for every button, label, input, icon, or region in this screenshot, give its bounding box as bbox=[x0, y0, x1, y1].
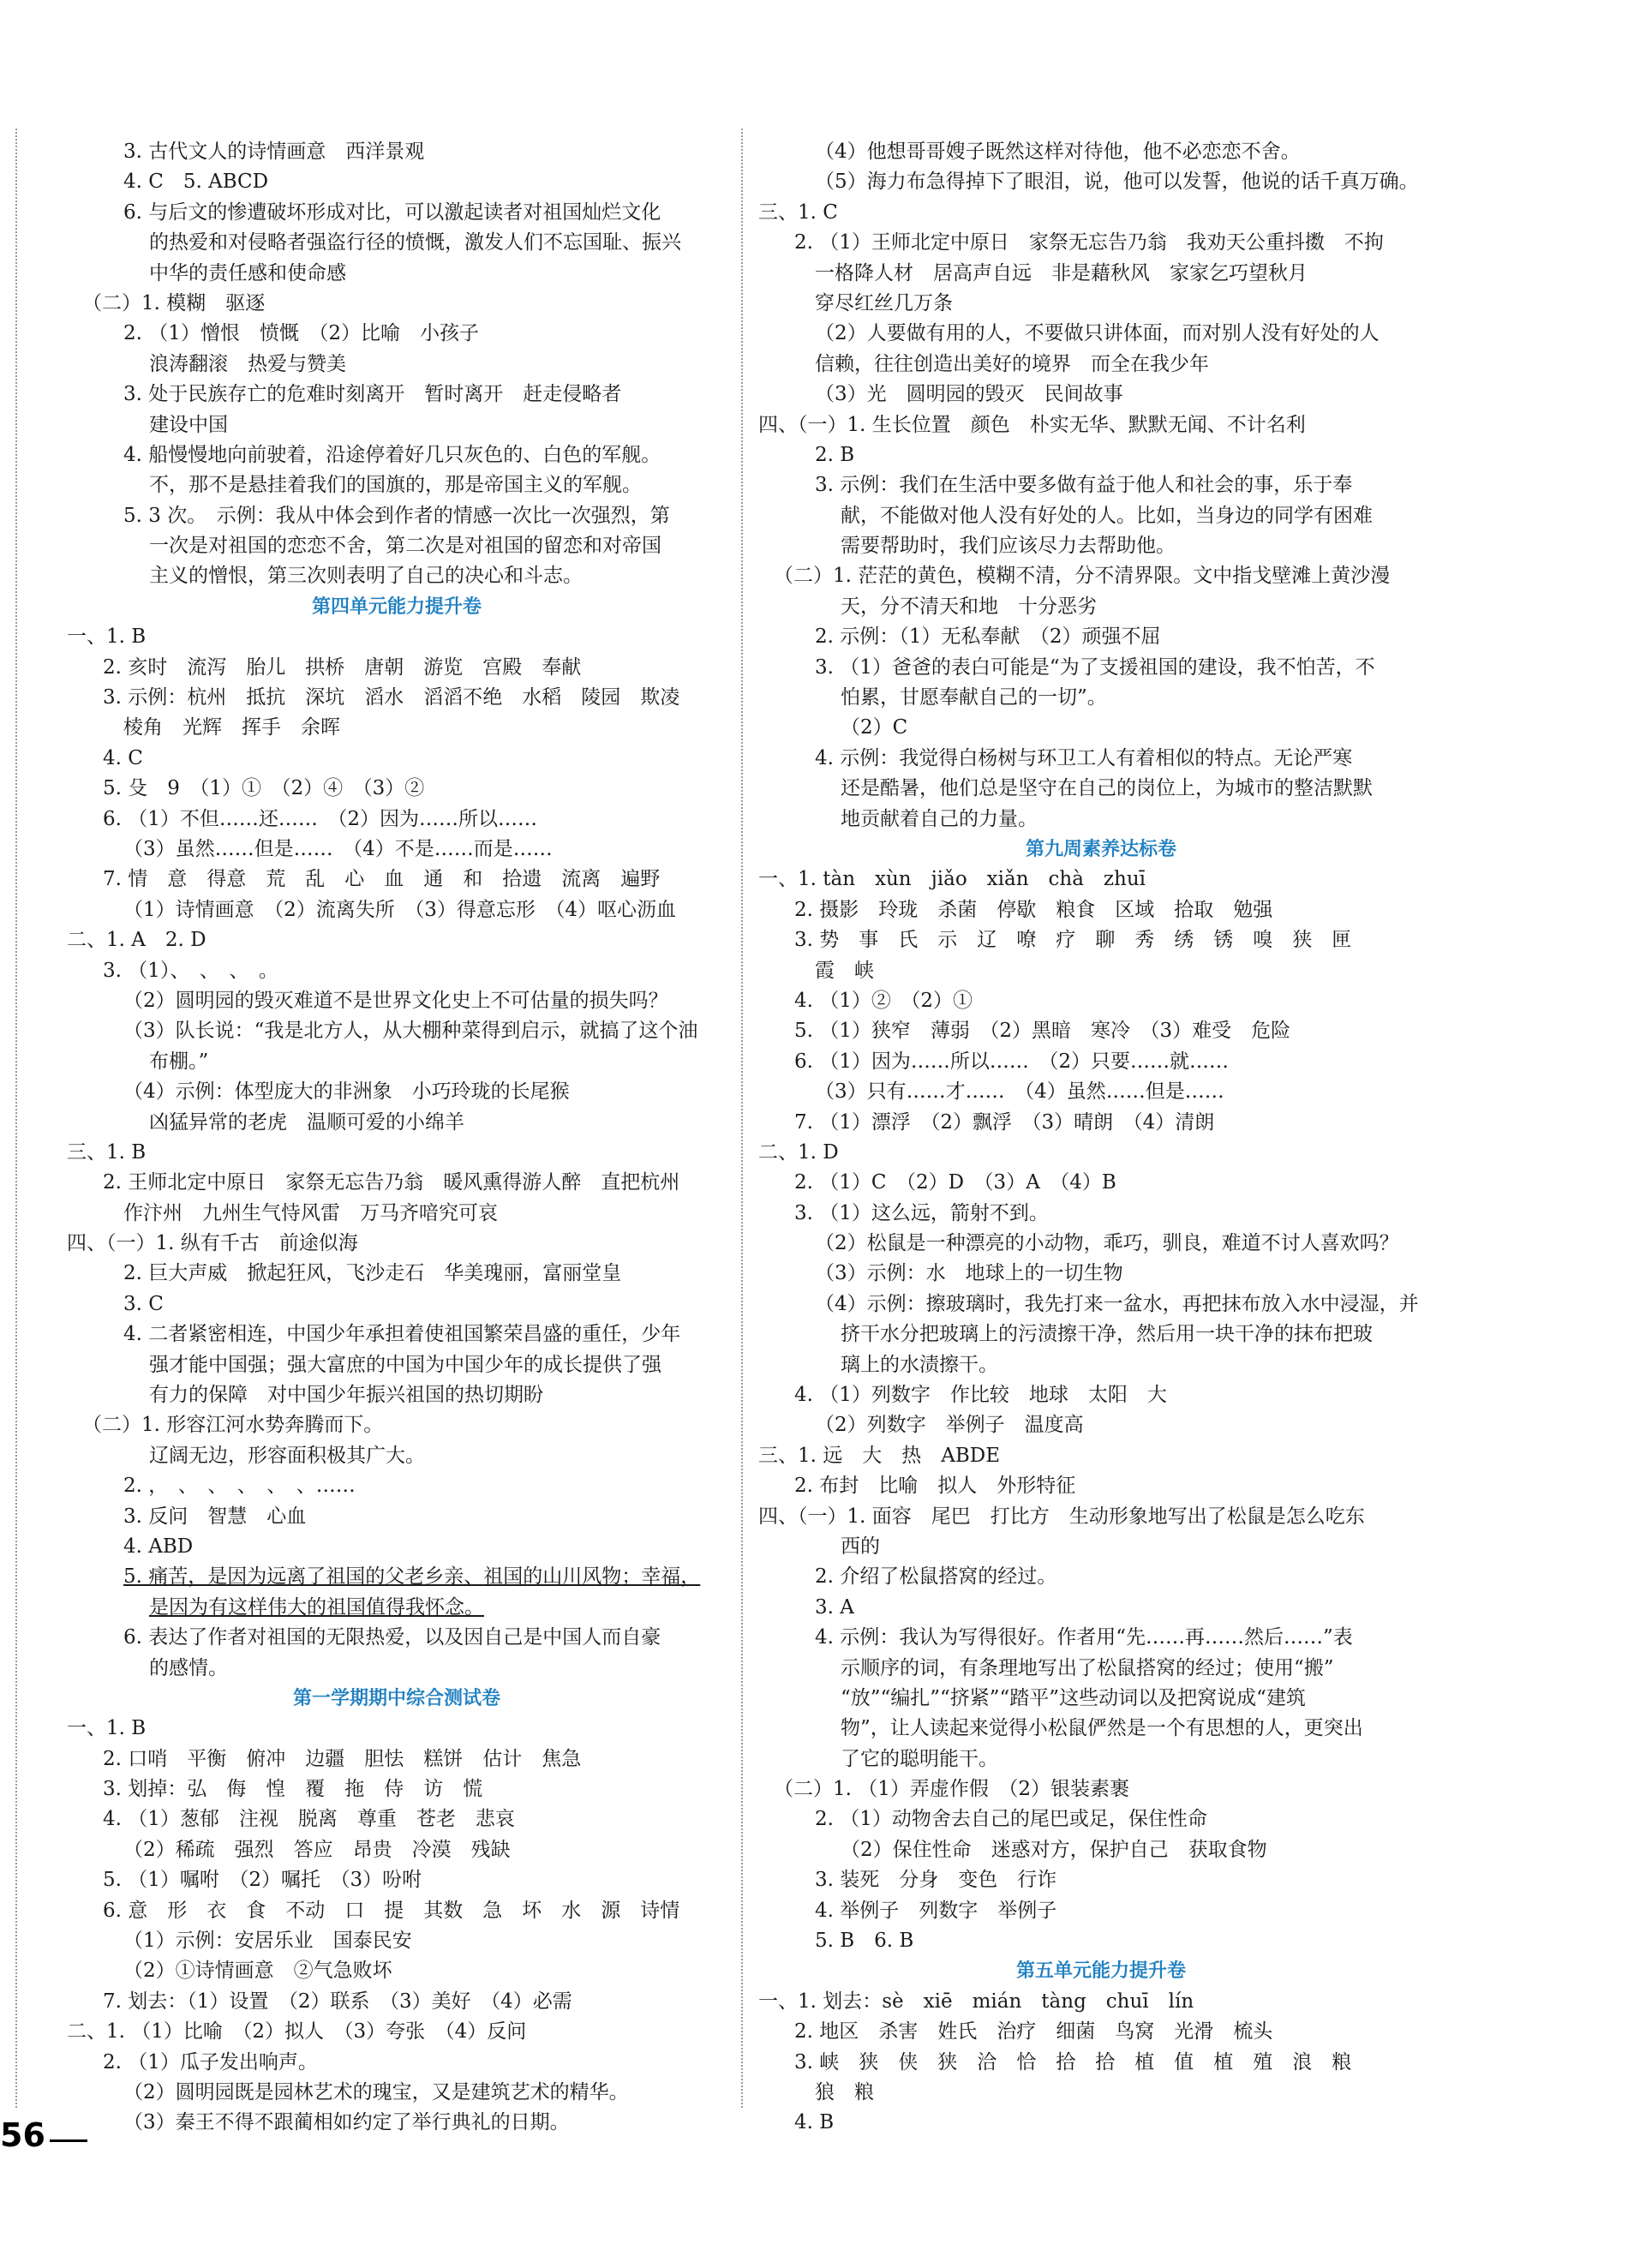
answer-line bbox=[758, 1320, 1444, 1349]
answer-line bbox=[67, 683, 727, 713]
answer-line bbox=[67, 895, 727, 925]
answer-text: 3. C bbox=[123, 1292, 164, 1315]
answer-text: 怕累，甘愿奉献自己的一切”。 bbox=[841, 686, 1107, 709]
answer-text: 一次是对祖国的恋恋不舍，第二次是对祖国的留恋和对帝国 bbox=[149, 535, 661, 558]
answer-text: 三、1. B bbox=[67, 1140, 147, 1164]
answer-text: 2. 地区 杀害 姓氏 治疗 细菌 鸟窝 光滑 梳头 bbox=[794, 2020, 1273, 2044]
answer-text: “放”“编扎”“挤紧”“踏平”这些动词以及把窝说成“建筑 bbox=[841, 1686, 1306, 1709]
answer-text: （3）光 圆明园的毁灭 民间故事 bbox=[815, 383, 1123, 406]
answer-text: 2. 示例：（1）无私奉献 （2）顽强不屈 bbox=[815, 625, 1161, 649]
answer-text: 3. 示例：杭州 抵抗 深坑 滔水 滔滔不绝 水稻 陵园 欺凌 bbox=[103, 686, 680, 709]
answer-text: 4. 举例子 列数字 举例子 bbox=[815, 1899, 1057, 1922]
answer-text: （2）圆明园既是园林艺术的瑰宝，又是建筑艺术的精华。 bbox=[123, 2081, 629, 2103]
answer-line bbox=[758, 259, 1444, 289]
answer-line bbox=[67, 1350, 727, 1380]
answer-text: 3. 古代文人的诗情画意 西洋景观 bbox=[123, 141, 425, 163]
answer-line bbox=[67, 956, 727, 986]
answer-line bbox=[758, 1532, 1444, 1562]
answer-text: 5. 痛苦，是因为远离了祖国的父老乡亲、祖国的山川风物；幸福， bbox=[123, 1565, 701, 1589]
answer-line bbox=[67, 1835, 727, 1865]
answer-line bbox=[758, 350, 1444, 380]
answer-text: （二）1. 形容江河水势奔腾而下。 bbox=[82, 1414, 384, 1437]
answer-line bbox=[67, 805, 727, 835]
answer-line bbox=[67, 137, 727, 167]
answer-text: 四、（一）1. 面容 尾巴 打比方 生动形象地写出了松鼠是怎么吃东 bbox=[758, 1505, 1365, 1528]
answer-line bbox=[67, 1593, 727, 1623]
answer-line bbox=[67, 1410, 727, 1440]
answer-text: （4）示例：体型庞大的非洲象 小巧玲珑的长尾猴 bbox=[123, 1080, 570, 1104]
answer-text: 三、1. C bbox=[758, 200, 838, 224]
answer-text: 2. 王师北定中原日 家祭无忘告乃翁 暖风熏得游人醉 直把杭州 bbox=[103, 1171, 680, 1194]
answer-line bbox=[67, 1744, 727, 1774]
answer-line bbox=[758, 1410, 1444, 1440]
answer-text: 3. （1）爸爸的表白可能是“为了支援祖国的建设，我不怕苦，不 bbox=[815, 655, 1375, 679]
answer-text: 2. （1）C （2）D （3）A （4）B bbox=[794, 1171, 1116, 1194]
answer-line bbox=[67, 1865, 727, 1895]
answer-line bbox=[758, 198, 1444, 228]
answer-line bbox=[67, 1532, 727, 1562]
answer-line bbox=[67, 319, 727, 349]
answer-line bbox=[758, 1350, 1444, 1380]
answer-text: 2. （1）王师北定中原日 家祭无忘告乃翁 我劝天公重抖擞 不拘 bbox=[794, 231, 1384, 254]
answer-text: 7. 情 意 得意 荒 乱 心 血 通 和 拾遗 流离 遍野 bbox=[103, 868, 661, 891]
answer-text: 2. 介绍了松鼠搭窝的经过。 bbox=[815, 1565, 1057, 1589]
answer-line bbox=[758, 1108, 1444, 1138]
answer-text: 一、1. 划去：sè xiē mián tàng chuī lín bbox=[758, 1990, 1194, 2013]
answer-text: 四、（一）1. 纵有千古 前途似海 bbox=[67, 1232, 358, 1255]
answer-line bbox=[67, 1259, 727, 1289]
right-column bbox=[758, 137, 1444, 2139]
answer-text: 棱角 光辉 挥手 余晖 bbox=[123, 716, 340, 739]
answer-text: 4. （1）列数字 作比较 地球 太阳 大 bbox=[794, 1384, 1167, 1407]
answer-text: 了它的聪明能干。 bbox=[841, 1747, 998, 1770]
answer-text: 3. 反问 智慧 心血 bbox=[123, 1505, 307, 1528]
answer-line bbox=[67, 561, 727, 591]
answer-text: 信赖，往往创造出美好的境界 而全在我少年 bbox=[815, 352, 1209, 375]
answer-line bbox=[67, 1623, 727, 1653]
answer-text: 7. 划去：（1）设置 （2）联系 （3）美好 （4）必需 bbox=[103, 1990, 572, 2013]
answer-text: （二）1. 茫茫的黄色，模糊不清，分不清界限。文中指戈壁滩上黄沙漫 bbox=[774, 565, 1391, 588]
left-column bbox=[67, 137, 727, 2139]
answer-line bbox=[758, 1138, 1444, 1168]
answer-line bbox=[67, 1047, 727, 1077]
answer-text: 4. 示例：我认为写得很好。作者用“先……再……然后……”表 bbox=[815, 1626, 1353, 1649]
answer-line bbox=[67, 1077, 727, 1107]
column-divider-left bbox=[15, 129, 17, 2108]
answer-line bbox=[67, 259, 727, 289]
answer-line bbox=[758, 1168, 1444, 1198]
answer-text: 6. 与后文的惨遭破坏形成对比，可以激起读者对祖国灿烂文化 bbox=[123, 200, 661, 224]
answer-line bbox=[67, 2017, 727, 2047]
answer-line bbox=[758, 1047, 1444, 1077]
answer-text: 需要帮助时，我们应该尽力去帮助他。 bbox=[841, 535, 1176, 558]
answer-text: 天，分不清天和地 十分恶劣 bbox=[841, 595, 1097, 618]
answer-line bbox=[758, 744, 1444, 774]
answer-line bbox=[758, 531, 1444, 561]
answer-text: 三、1. 远 大 热 ABDE bbox=[758, 1444, 1000, 1467]
answer-line bbox=[67, 380, 727, 410]
answer-text: （4）示例：擦玻璃时，我先打来一盆水，再把抹布放入水中浸湿，并 bbox=[815, 1292, 1419, 1315]
answer-text: （2）人要做有用的人，不要做只讲体面，而对别人没有好处的人 bbox=[815, 322, 1380, 345]
answer-text: （3）示例：水 地球上的一切生物 bbox=[815, 1262, 1123, 1285]
answer-line bbox=[758, 1684, 1444, 1714]
answer-line bbox=[758, 1714, 1444, 1744]
answer-line bbox=[758, 1016, 1444, 1046]
answer-text: （2）松鼠是一种漂亮的小动物，乖巧，驯良，难道不讨人喜欢吗？ bbox=[815, 1232, 1399, 1255]
answer-line bbox=[758, 1380, 1444, 1410]
answer-line bbox=[758, 2048, 1444, 2078]
answer-text: 6. （1）因为……所以…… （2）只要……就…… bbox=[794, 1050, 1230, 1073]
answer-line bbox=[67, 713, 727, 743]
answer-line bbox=[758, 956, 1444, 986]
answer-text: （3）虽然……但是…… （4）不是……而是…… bbox=[123, 837, 553, 860]
answer-line bbox=[758, 137, 1444, 167]
answer-text: 浪涛翻滚 热爱与赞美 bbox=[149, 352, 346, 375]
answer-line bbox=[758, 1774, 1444, 1804]
answer-text: 2. （1）憎恨 愤慨 （2）比喻 小孩子 bbox=[123, 322, 480, 345]
answer-text: （1）诗情画意 （2）流离失所 （3）得意忘形 （4）呕心沥血 bbox=[123, 898, 677, 921]
answer-text: 2. 巨大声威 掀起狂风，飞沙走石 华美瑰丽，富丽堂皇 bbox=[123, 1262, 622, 1285]
answer-line bbox=[67, 1502, 727, 1532]
page-number: 56 bbox=[0, 2116, 45, 2154]
answer-text: 献，不能做对他人没有好处的人。比如，当身边的同学有困难 bbox=[841, 504, 1373, 527]
answer-line bbox=[758, 1077, 1444, 1107]
answer-text: 狼 粮 bbox=[815, 2081, 874, 2103]
answer-line bbox=[67, 228, 727, 258]
answer-line bbox=[67, 1441, 727, 1471]
answer-line bbox=[758, 1896, 1444, 1926]
answer-text: 3. A bbox=[815, 1595, 854, 1619]
answer-line bbox=[67, 440, 727, 470]
answer-text: （二）1. 模糊 驱逐 bbox=[82, 291, 266, 314]
answer-line bbox=[758, 1865, 1444, 1895]
answer-line bbox=[758, 592, 1444, 622]
answer-text: 5. （1）嘱咐 （2）嘱托 （3）吩咐 bbox=[103, 1869, 422, 1892]
answer-text: （3）队长说：“我是北方人，从大棚种菜得到启示，就搞了这个油 bbox=[123, 1020, 698, 1043]
answer-line bbox=[67, 1016, 727, 1046]
answer-text: 5. B 6. B bbox=[815, 1930, 914, 1953]
answer-text: （1）示例：安居乐业 国泰民安 bbox=[123, 1930, 412, 1953]
section-heading: 第九周素养达标卷 bbox=[1025, 838, 1176, 860]
answer-text: 二、1. （1）比喻 （2）拟人 （3）夸张 （4）反问 bbox=[67, 2020, 527, 2044]
answer-line bbox=[67, 1138, 727, 1168]
answer-text: 是因为有这样伟大的祖国值得我怀念。 bbox=[149, 1595, 484, 1619]
answer-line bbox=[67, 2108, 727, 2138]
answer-text: 4. C bbox=[103, 746, 143, 769]
answer-line bbox=[758, 895, 1444, 925]
answer-line bbox=[758, 986, 1444, 1016]
answer-line bbox=[758, 1593, 1444, 1623]
answer-text: 四、（一）1. 生长位置 颜色 朴实无华、默默无闻、不计名利 bbox=[758, 413, 1306, 436]
answer-line bbox=[67, 2048, 727, 2078]
answer-line bbox=[67, 167, 727, 197]
answer-text: （3）只有……才…… （4）虽然……但是…… bbox=[815, 1080, 1224, 1104]
answer-line bbox=[758, 1290, 1444, 1320]
answer-text: 3. 势 事 氏 示 辽 嘹 疗 聊 秀 绣 锈 嗅 狭 匣 bbox=[794, 929, 1352, 952]
answer-line bbox=[67, 1290, 727, 1320]
answer-text: 4. 示例：我觉得白杨树与环卫工人有着相似的特点。无论严寒 bbox=[815, 746, 1353, 769]
answer-line bbox=[67, 470, 727, 500]
answer-line bbox=[67, 1229, 727, 1259]
answer-line bbox=[758, 501, 1444, 531]
answer-text: 一、1. tàn xùn jiǎo xiǎn chà zhuī bbox=[758, 868, 1146, 891]
answer-text: 2. 口哨 平衡 俯冲 边疆 胆怯 糕饼 估计 焦急 bbox=[103, 1747, 582, 1770]
answer-text: （2）稀疏 强烈 答应 昂贵 冷漠 残缺 bbox=[123, 1838, 511, 1861]
answer-line bbox=[67, 1987, 727, 2017]
answer-text: （2）圆明园的毁灭难道不是世界文化史上不可估量的损失吗？ bbox=[123, 989, 668, 1012]
answer-line bbox=[67, 653, 727, 683]
answer-line bbox=[758, 1623, 1444, 1653]
answer-line bbox=[67, 1774, 727, 1804]
section-heading: 第五单元能力提升卷 bbox=[1015, 1960, 1186, 1983]
answer-text: 3. 装死 分身 变色 行诈 bbox=[815, 1869, 1057, 1892]
answer-text: 地贡献着自己的力量。 bbox=[841, 807, 1038, 830]
column-divider-center bbox=[741, 129, 743, 2108]
answer-line bbox=[67, 1320, 727, 1349]
answer-text: 二、1. D bbox=[758, 1140, 839, 1164]
section-heading: 第一学期期中综合测试卷 bbox=[292, 1687, 500, 1709]
answer-text: 二、1. A 2. D bbox=[67, 929, 206, 952]
answer-text: 6. （1）不但……还…… （2）因为……所以…… bbox=[103, 807, 538, 830]
answer-line bbox=[758, 289, 1444, 319]
answer-text: 7. （1）漂浮 （2）飘浮 （3）晴朗 （4）清朗 bbox=[794, 1110, 1215, 1134]
answer-text: （5）海力布急得掉下了眼泪，说，他可以发誓，他说的话千真万确。 bbox=[815, 171, 1419, 194]
answer-text: 4. C 5. ABCD bbox=[123, 171, 269, 194]
answer-text: 的热爱和对侵略者强盗行径的愤慨，激发人们不忘国耻、振兴 bbox=[149, 231, 681, 254]
answer-line bbox=[758, 440, 1444, 470]
answer-line bbox=[67, 410, 727, 440]
answer-text: 有力的保障 对中国少年振兴祖国的热切期盼 bbox=[149, 1384, 543, 1407]
answer-text: 物”，让人读起来觉得小松鼠俨然是一个有思想的人，更突出 bbox=[841, 1717, 1363, 1740]
answer-line bbox=[758, 1926, 1444, 1956]
answer-text: （二）1. （1）弄虚作假 （2）银装素裹 bbox=[774, 1778, 1130, 1801]
answer-text: 作汴州 九州生气恃风雷 万马齐喑究可哀 bbox=[123, 1201, 498, 1224]
answer-line bbox=[67, 1380, 727, 1410]
answer-text: 示顺序的词，有条理地写出了松鼠搭窝的经过；使用“搬” bbox=[841, 1656, 1334, 1679]
answer-line bbox=[67, 198, 727, 228]
answer-line bbox=[67, 1956, 727, 1986]
answer-text: 2. 布封 比喻 拟人 外形特征 bbox=[794, 1475, 1076, 1498]
answer-text: （4）他想哥哥嫂子既然这样对待他，他不必恋恋不舍。 bbox=[815, 141, 1301, 163]
answer-text: 2. B bbox=[815, 443, 855, 466]
answer-text: 4. （1）葱郁 注视 脱离 尊重 苍老 悲哀 bbox=[103, 1808, 515, 1831]
answer-text: 2. 亥时 流泻 胎儿 拱桥 唐朝 游览 宫殿 奉献 bbox=[103, 655, 582, 679]
answer-line bbox=[67, 1471, 727, 1501]
answer-text: （2）①诗情画意 ②气急败坏 bbox=[123, 1960, 392, 1983]
answer-text: （2）保住性命 迷惑对方，保护自己 获取食物 bbox=[841, 1838, 1267, 1861]
answer-line bbox=[758, 1199, 1444, 1229]
answer-text: 挤干水分把玻璃上的污渍擦干净，然后用一块干净的抹布把玻 bbox=[841, 1323, 1373, 1346]
answer-text: 4. B bbox=[794, 2111, 835, 2134]
answer-text: 3. 峡 狭 侠 狭 洽 恰 拾 拾 植 值 植 殖 浪 粮 bbox=[794, 2050, 1352, 2074]
answer-text: 6. 表达了作者对祖国的无限热爱，以及因自己是中国人而自豪 bbox=[123, 1626, 661, 1649]
answer-line bbox=[67, 2078, 727, 2108]
answer-line bbox=[758, 1804, 1444, 1834]
answer-text: 一格降人材 居高声自远 非是藉秋风 家家乞巧望秋月 bbox=[815, 261, 1308, 284]
answer-line bbox=[758, 1562, 1444, 1592]
answer-text: 3. 处于民族存亡的危难时刻离开 暂时离开 赶走侵略者 bbox=[123, 383, 622, 406]
answer-line bbox=[758, 925, 1444, 955]
answer-line bbox=[67, 350, 727, 380]
answer-text: 辽阔无边，形容面积极其广大。 bbox=[149, 1444, 425, 1467]
answer-line bbox=[67, 1168, 727, 1198]
answer-line bbox=[67, 865, 727, 895]
answer-line bbox=[758, 470, 1444, 500]
answer-line bbox=[758, 1502, 1444, 1532]
answer-text: 3. 示例：我们在生活中要多做有益于他人和社会的事，乐于奉 bbox=[815, 474, 1353, 497]
answer-text: 的感情。 bbox=[149, 1656, 228, 1679]
answer-line bbox=[758, 561, 1444, 591]
answer-line bbox=[67, 986, 727, 1016]
answer-text: 3. 划掉：弘 侮 惶 覆 拖 侍 访 慌 bbox=[103, 1778, 483, 1801]
answer-line bbox=[758, 228, 1444, 258]
answer-line bbox=[758, 622, 1444, 652]
answer-line bbox=[758, 167, 1444, 197]
answer-text: 6. 意 形 衣 食 不动 口 提 其数 急 坏 水 源 诗情 bbox=[103, 1899, 680, 1922]
answer-line bbox=[67, 835, 727, 865]
answer-line bbox=[67, 531, 727, 561]
answer-text: 4. ABD bbox=[123, 1535, 194, 1558]
answer-text: 一、1. B bbox=[67, 625, 147, 649]
answer-line bbox=[67, 289, 727, 319]
answer-line bbox=[67, 925, 727, 955]
answer-line bbox=[758, 2017, 1444, 2047]
answer-text: 4. 二者紧密相连，中国少年承担着使祖国繁荣昌盛的重任，少年 bbox=[123, 1323, 681, 1346]
answer-text: 4. 船慢慢地向前驶着，沿途停着好几只灰色的、白色的军舰。 bbox=[123, 443, 661, 466]
answer-line bbox=[758, 1744, 1444, 1774]
answer-line bbox=[67, 1804, 727, 1834]
answer-text: 西的 bbox=[841, 1535, 880, 1558]
answer-line bbox=[67, 1108, 727, 1138]
answer-text: 凶猛异常的老虎 温顺可爱的小绵羊 bbox=[149, 1110, 464, 1134]
answer-line bbox=[758, 319, 1444, 349]
answer-line bbox=[67, 1654, 727, 1684]
answer-line bbox=[758, 683, 1444, 713]
answer-text: 2. ， 、 、 、 、 、…… bbox=[123, 1475, 356, 1498]
answer-text: 一、1. B bbox=[67, 1717, 147, 1740]
answer-text: 还是酷暑，他们总是坚守在自己的岗位上，为城市的整洁默默 bbox=[841, 777, 1373, 800]
answer-line bbox=[758, 653, 1444, 683]
answer-text: （2）C bbox=[841, 716, 908, 739]
answer-line bbox=[67, 744, 727, 774]
answer-line bbox=[758, 1259, 1444, 1289]
answer-line bbox=[758, 1229, 1444, 1259]
answer-line bbox=[758, 1835, 1444, 1865]
answer-text: 霞 峡 bbox=[815, 959, 874, 982]
answer-line bbox=[67, 1926, 727, 1956]
answer-text: 不，那不是悬挂着我们的国旗的，那是帝国主义的军舰。 bbox=[149, 474, 642, 497]
answer-line bbox=[67, 1896, 727, 1926]
answer-text: 穿尽红丝几万条 bbox=[815, 291, 953, 314]
section-heading: 第四单元能力提升卷 bbox=[311, 595, 482, 618]
answer-line bbox=[758, 713, 1444, 743]
answer-text: 2. （1）瓜子发出响声。 bbox=[103, 2050, 318, 2074]
answer-line bbox=[758, 1654, 1444, 1684]
answer-line bbox=[67, 1199, 727, 1229]
answer-text: 布棚。” bbox=[149, 1050, 209, 1073]
answer-text: 5. 殳 9 （1）① （2）④ （3）② bbox=[103, 777, 425, 800]
answer-text: 强才能中国强；强大富庶的中国为中国少年的成长提供了强 bbox=[149, 1353, 661, 1376]
answer-text: 2. （1）动物舍去自己的尾巴或足，保住性命 bbox=[815, 1808, 1207, 1831]
answer-line bbox=[758, 1441, 1444, 1471]
answer-line bbox=[758, 805, 1444, 835]
answer-line bbox=[758, 380, 1444, 410]
answer-text: 5. 3 次。 示例：我从中体会到作者的情感一次比一次强烈，第 bbox=[123, 504, 670, 527]
answer-text: 璃上的水渍擦干。 bbox=[841, 1353, 998, 1376]
answer-text: 5. （1）狭窄 薄弱 （2）黑暗 寒冷 （3）难受 危险 bbox=[794, 1020, 1291, 1043]
answer-text: （3）秦王不得不跟蔺相如约定了举行典礼的日期。 bbox=[123, 2111, 570, 2134]
answer-line bbox=[758, 774, 1444, 804]
answer-text: 主义的憎恨，第三次则表明了自己的决心和斗志。 bbox=[149, 565, 583, 588]
answer-line bbox=[67, 774, 727, 804]
answer-text: 3. （1）、 、 、 。 bbox=[103, 959, 278, 982]
page-number-dash bbox=[50, 2139, 87, 2142]
answer-text: （2）列数字 举例子 温度高 bbox=[815, 1414, 1084, 1437]
answer-line bbox=[758, 2108, 1444, 2138]
answer-text: 建设中国 bbox=[149, 413, 228, 436]
answer-line bbox=[758, 410, 1444, 440]
answer-line bbox=[67, 622, 727, 652]
answer-line bbox=[758, 1987, 1444, 2017]
answer-line bbox=[758, 2078, 1444, 2108]
answer-text: 2. 摄影 玲珑 杀菌 停歇 粮食 区域 拾取 勉强 bbox=[794, 898, 1273, 921]
answer-line bbox=[758, 865, 1444, 895]
answer-text: 中华的责任感和使命感 bbox=[149, 261, 346, 284]
answer-text: 3. （1）这么远，箭射不到。 bbox=[794, 1201, 1049, 1224]
answer-line bbox=[67, 1562, 727, 1592]
answer-line bbox=[758, 1471, 1444, 1501]
answer-line bbox=[67, 1714, 727, 1744]
answer-text: 4. （1）② （2）① bbox=[794, 989, 973, 1012]
answer-line bbox=[67, 501, 727, 531]
